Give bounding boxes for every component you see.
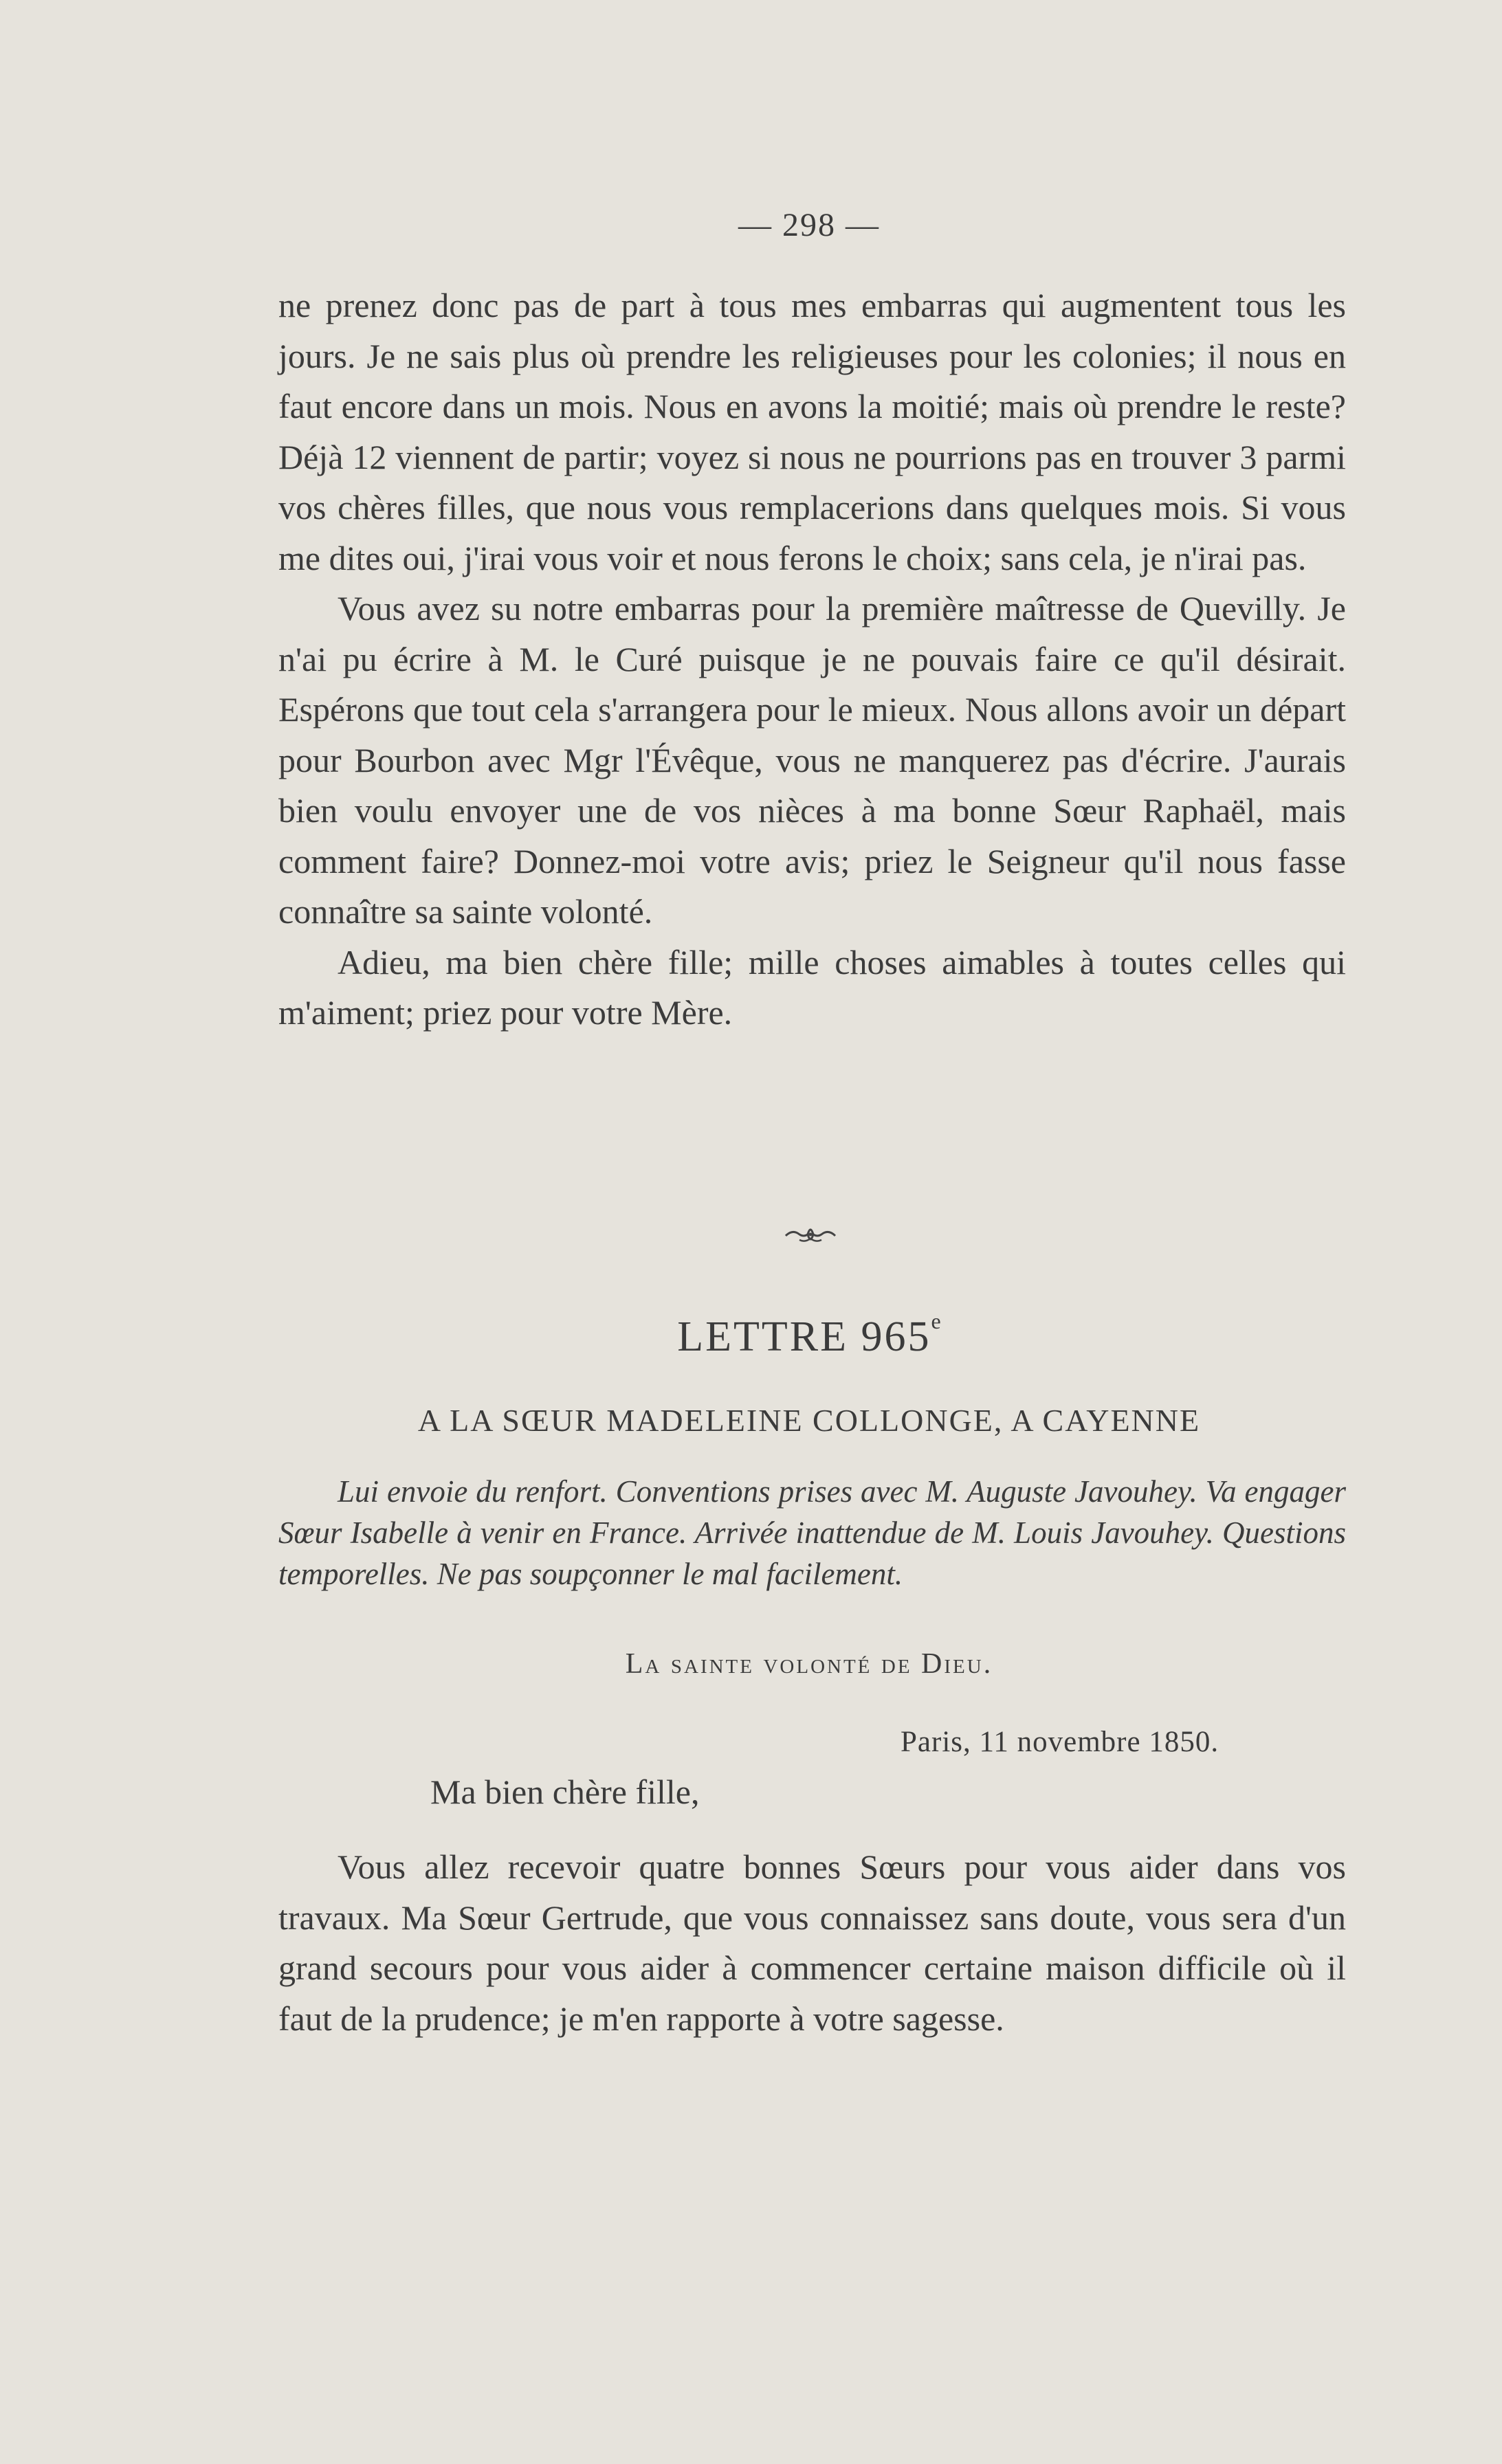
paragraph: Adieu, ma bien chère fille; mille choses aimables à toutes celles qui m'aiment; priez pour votre Mère. [278,942,1346,1032]
dateline: Paris, 11 novembre 1850. [901,1726,1219,1758]
letter-number-suffix: e [931,1309,941,1333]
paragraph: Vous allez recevoir quatre bonnes Sœurs pour vous aider dans vos travaux. Ma Sœur Gertrude, que vous connaissez sans doute, vous sera d'un grand secours pour vous aider à commencer certaine maison difficile où il faut de la prudence; je m'en rapporte à votre sagesse. [278,1847,1346,2038]
salutation: Ma bien chère fille, [430,1773,700,1811]
letter-body [278,1842,1346,2044]
paragraph: Vous avez su notre embarras pour la première maîtresse de Quevilly. Je n'ai pu écrire à M. le Curé puisque je ne pouvais faire ce qu'il désirait. Espérons que tout cela s'arrangera pour le mieux. Nous allons avoir un départ pour Bourbon avec Mgr l'Évêque, vous ne manquerez pas d'écrire. J'aurais bien voulu envoyer une de vos nièces à ma bonne Sœur Raphaël, mais comment faire? Donnez-moi votre avis; priez le Seigneur qu'il nous fasse connaître sa sainte volonté. [278,589,1346,931]
motto: La sainte volonté de Dieu. [625,1648,993,1680]
letter-summary: Lui envoie du renfort. Conventions prises avec M. Auguste Javouhey. Va engager Sœur Isabelle à venir en France. Arrivée inattendue de M. Louis Javouhey. Questions temporelles. Ne pas soupçonner le mal facilement. [278,1474,1346,1591]
paragraph: ne prenez donc pas de part à tous mes embarras qui augmentent tous les jours. Je ne sais plus où prendre les religieuses pour les colonies; il nous en faut encore dans un mois. Nous en avons la moitié; mais où prendre le reste? Déjà 12 viennent de partir; voyez si nous ne pourrions pas en trouver 3 parmi vos chères filles, que nous vous remplacerions dans quelques mois. Si vous me dites oui, j'irai vous voir et nous ferons le choix; sans cela, je n'irai pas. [278,286,1346,577]
letter-title [0,1309,1502,1362]
page-number: — 298 — [738,207,880,243]
letter-addressee: A LA SŒUR MADELEINE COLLONGE, A CAYENNE [417,1403,1201,1438]
continued-letter-text [278,280,1346,1039]
fleuron-ornament-icon [783,1222,838,1250]
letter-number: LETTRE 965 [677,1313,931,1360]
